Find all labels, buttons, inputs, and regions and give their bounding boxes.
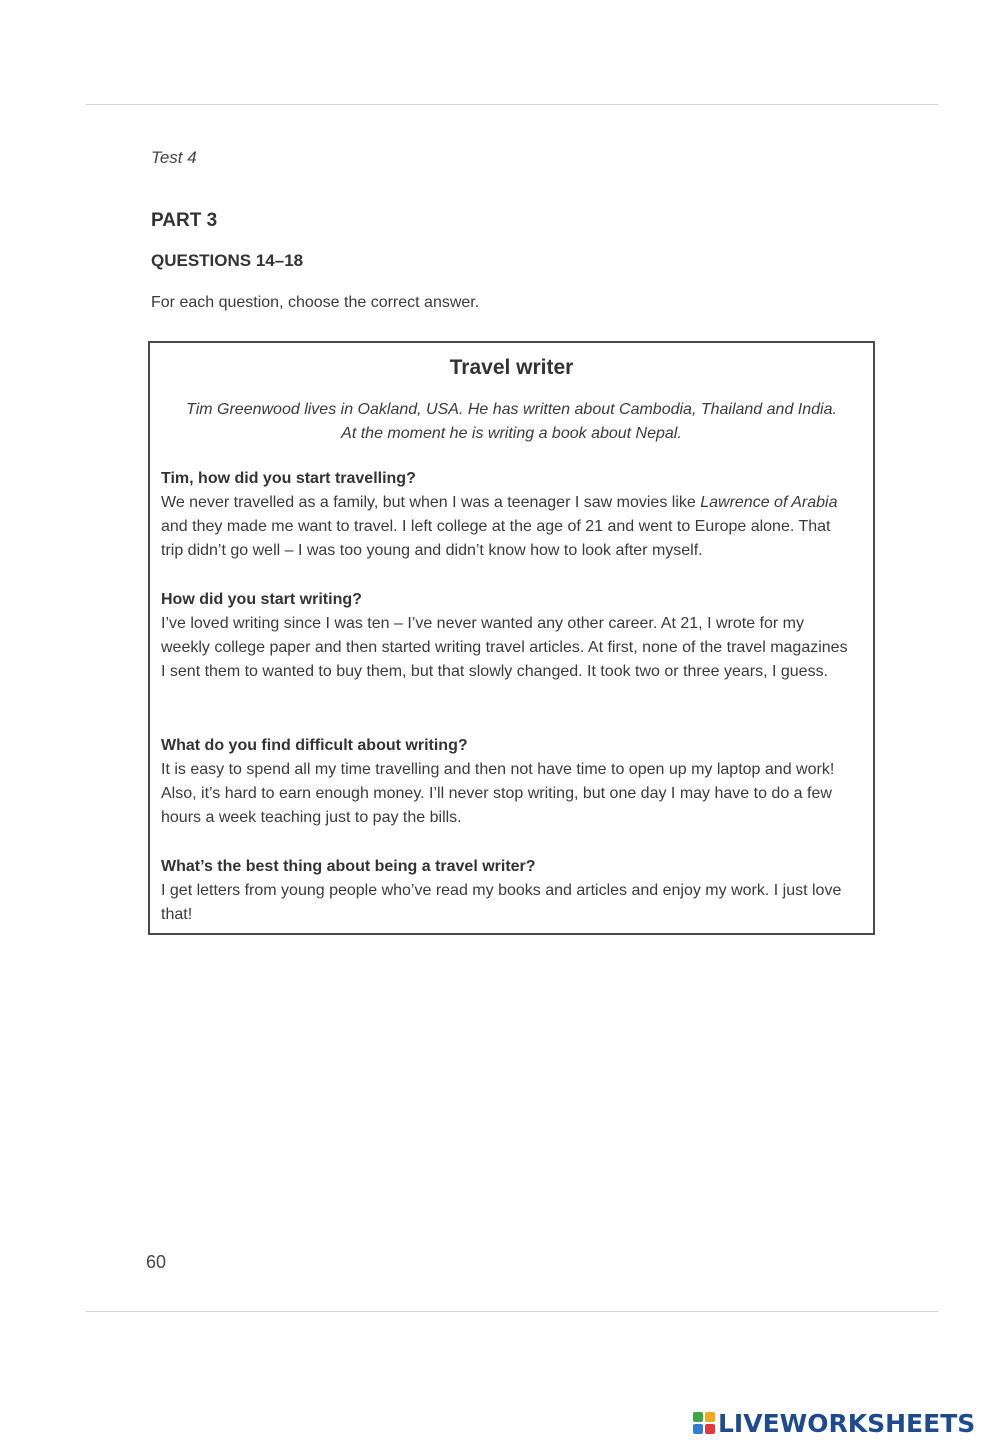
interview-question: What do you find difficult about writing? [161, 737, 468, 754]
questions-heading: QUESTIONS 14–18 [151, 251, 304, 270]
interview-answer: I’ve loved writing since I was ten – I’ve never wanted any other career. At 21, I wrote for my weekly college paper and then started writing travel articles. At first, none of the travel magazines I sent them to wanted to buy them, but that slowly changed. It took two or three years, I guess. [161, 615, 848, 680]
interview-answer: I get letters from young people who’ve read my books and articles and enjoy my work. I just love that! [161, 882, 842, 923]
qa-block [161, 588, 851, 684]
intro-line-1: Tim Greenwood lives in Oakland, USA. He has written about Cambodia, Thailand and India. [186, 401, 837, 418]
qa-block [161, 855, 851, 927]
brand-name: LIVEWORKSHEETS [718, 1408, 976, 1438]
liveworksheets-logo-icon [693, 1412, 715, 1434]
part-heading: PART 3 [151, 210, 218, 231]
logo-square [705, 1412, 715, 1422]
test-label: Test 4 [151, 148, 197, 167]
article-intro [164, 398, 859, 446]
page-number: 60 [146, 1252, 167, 1272]
logo-square [705, 1424, 715, 1434]
liveworksheets-brand[interactable] [693, 1408, 975, 1438]
logo-square [693, 1412, 703, 1422]
qa-block [161, 467, 851, 563]
instruction-text: For each question, choose the correct answer. [151, 294, 480, 311]
interview-answer [161, 491, 851, 563]
logo-square [693, 1424, 703, 1434]
bottom-divider [86, 1311, 938, 1312]
answer-text: We never travelled as a family, but when I was a teenager I saw movies like [161, 494, 701, 511]
interview-question: What’s the best thing about being a travel writer? [161, 858, 536, 875]
article-box [148, 341, 875, 935]
article-title: Travel writer [449, 356, 574, 379]
qa-block [161, 734, 851, 830]
interview-answer: It is easy to spend all my time travelling and then not have time to open up my laptop and work! Also, it’s hard to earn enough money. I’ll never stop writing, but one day I may have to do a few hours a week teaching just to pay the bills. [161, 761, 835, 826]
intro-line-2: At the moment he is writing a book about Nepal. [341, 425, 682, 442]
answer-text: and they made me want to travel. I left college at the age of 21 and went to Europe alone. That trip didn’t go well – I was too young and didn’t know how to look after myself. [161, 518, 831, 559]
interview-question: How did you start writing? [161, 591, 362, 608]
movie-title: Lawrence of Arabia [700, 494, 838, 511]
interview-question: Tim, how did you start travelling? [161, 470, 416, 487]
top-divider [86, 104, 938, 105]
